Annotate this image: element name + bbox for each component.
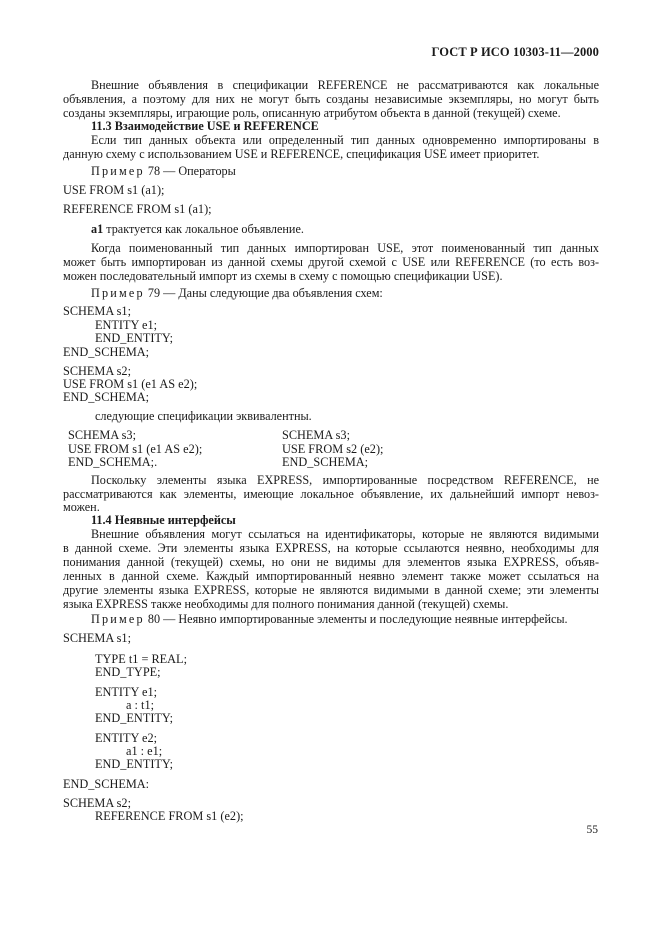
note-text: трактуется как локальное объявление. [103,222,304,236]
code-line: END_ENTITY; [95,331,174,345]
code-line: ENTITY e2; [95,731,158,745]
code-line: USE FROM s1 (e1 AS e2); [63,377,198,391]
code-line: END_SCHEMA; [63,345,150,359]
code-line-left: END_SCHEMA;. [68,455,158,469]
paragraph-line: Поскольку элементы языка EXPRESS, импортированные посредством REFERENCE, не [91,473,599,487]
paragraph-line: Если тип данных объекта или определенный тип данных одновременно импортированы в [91,133,599,147]
code-line: END_ENTITY; [95,757,174,771]
code-line: END_SCHEMA; [63,390,150,404]
code-line: END_TYPE; [95,665,161,679]
code-line: REFERENCE FROM s1 (a1); [63,202,212,216]
paragraph-line: данную схему с использованием USE и REFERENCE, спецификация USE имеет приоритет. [63,147,540,161]
paragraph-line: языка EXPRESS также необходимы для полного понимания данной (текущей) схемы. [63,597,509,611]
example-text: 80 — Неявно импортированные элементы и последующие неявные интерфейсы. [147,612,568,626]
paragraph-line: рассматриваются как элементы, имеющие локальное объявление, их дальнейший импорт невоз- [63,487,599,501]
code-line-right: SCHEMA s3; [282,428,350,442]
example-caption [91,612,568,626]
section-heading: 11.4 Неявные интерфейсы [91,513,236,527]
paragraph-line: следующие спецификации эквивалентны. [95,409,312,423]
paragraph-line: Внешние объявления могут ссылаться на идентификаторы, которые не являются видимыми [91,527,599,541]
paragraph-line: созданы экземпляры, играющие роль, описанную атрибутом объекта в данной (текущей) схеме. [63,106,561,120]
code-line: USE FROM s1 (a1); [63,183,165,197]
page-number: 55 [586,824,598,836]
example-text: 78 — Операторы [147,164,236,178]
paragraph-line: понимания данной (текущей) схемы, но они не видимы для элементов языка EXPRESS, объяв- [63,555,599,569]
code-line: TYPE t1 = REAL; [95,652,187,666]
code-line-left: SCHEMA s3; [68,428,136,442]
paragraph-line: можен последовательный импорт из схемы в схему с помощью спецификации USE). [63,269,503,283]
running-header: ГОСТ Р ИСО 10303-11—2000 [431,45,599,59]
code-line-right: END_SCHEMA; [282,455,369,469]
paragraph-line: ленных в данной схеме. Каждый импортированный неявно элемент также может ссылаться на [63,569,599,583]
code-line: SCHEMA s2; [63,364,131,378]
code-line: ENTITY e1; [95,685,158,699]
code-line: END_ENTITY; [95,711,174,725]
section-heading: 11.3 Взаимодействие USE и REFERENCE [91,119,319,133]
paragraph-line: в данной схеме. Эти элементы языка EXPRESS, на которые ссылаются неявно, необходимы для [63,541,599,555]
code-line: ENTITY e1; [95,318,158,332]
code-line-left: USE FROM s1 (e1 AS e2); [68,442,203,456]
code-line: a1 : e1; [126,744,163,758]
paragraph-line: можен. [63,500,100,514]
code-line: END_SCHEMA: [63,777,150,791]
example-label: Пример [91,164,145,178]
code-line: SCHEMA s2; [63,796,131,810]
paragraph-line: Когда поименованный тип данных импортирован USE, этот поименованный тип данных [91,241,599,255]
code-line: SCHEMA s1; [63,631,131,645]
example-label: Пример [91,286,145,300]
note-line [91,222,304,236]
code-line: REFERENCE FROM s1 (e2); [95,809,244,823]
example-label: Пример [91,612,145,626]
paragraph-line: другие элементы языка EXPRESS, которые не являются видимыми в данной схеме; эти элементы [63,583,599,597]
paragraph-line: объявления, а поэтому для них не могут быть созданы независимые экземпляры, но могут быть [63,92,599,106]
paragraph-line: может быть импортирован из данной схемы другой схемой с USE или REFERENCE (то есть воз- [63,255,599,269]
example-text: 79 — Даны следующие два объявления схем: [147,286,383,300]
example-caption [91,164,236,178]
identifier-bold: a1 [91,222,104,236]
paragraph-line: Внешние объявления в спецификации REFERENCE не рассматриваются как локальные [91,78,599,92]
code-line-right: USE FROM s2 (e2); [282,442,384,456]
example-caption [91,286,383,300]
code-line: SCHEMA s1; [63,304,131,318]
code-line: a : t1; [126,698,155,712]
